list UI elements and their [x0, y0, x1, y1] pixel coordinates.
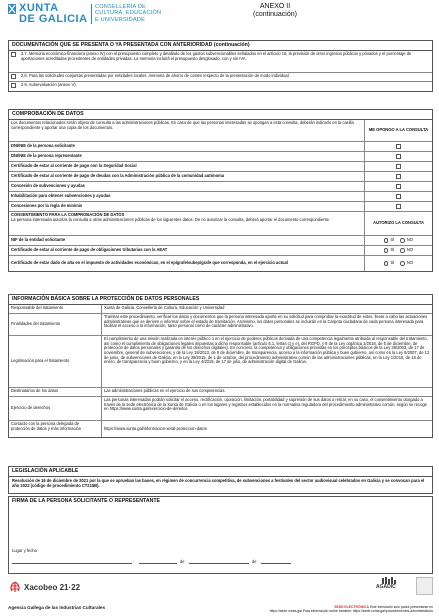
check-row-label: DNI/NIE de la persona representante — [11, 153, 82, 159]
check-row-label: DNI/NIE de la persona solicitante — [11, 143, 75, 149]
agadic-logo — [370, 577, 410, 593]
doc-item-label: 2.8. Para las solicitudes conjuntas presentadas por entidades locales, memoria de ahorro de costes respecto de la presentación de modo individual. — [21, 72, 290, 78]
check-row-label: Certificado de estar al corriente de pago con la Seguridad Social — [11, 163, 137, 169]
oppose-checkbox[interactable] — [396, 154, 401, 159]
oppose-checkbox[interactable] — [396, 204, 401, 209]
protection-row-key: Responsable del tratamiento — [9, 305, 102, 313]
oppose-column-header: ME OPONGO A LA CONSULTA — [364, 120, 432, 141]
no-radio[interactable] — [400, 248, 405, 253]
check-row — [9, 142, 432, 152]
documentation-section — [8, 40, 433, 92]
no-radio[interactable] — [400, 261, 405, 266]
oppose-checkbox[interactable] — [396, 184, 401, 189]
no-radio[interactable] — [400, 238, 405, 243]
data-check-title: COMPROBACIÓN DE DATOS — [9, 110, 432, 120]
consent-row-label: NIF de la entidad solicitante — [11, 237, 66, 243]
doc-item-2-9 — [9, 82, 432, 91]
consent-row — [9, 246, 432, 256]
doc-2-9-checkbox[interactable] — [11, 83, 16, 88]
protection-row-key: Contacto con la persona delegada de protección de datos y más información — [9, 421, 102, 437]
consent-row-label: Certificado de estar dado de alta en el impuesto de actividades económicas, en el epígrafe/subepígrafe que corresponda, en el ejercicio actual — [11, 260, 288, 266]
protection-row-value: Tramitar este procedimiento, verificar los datos y documentos que la persona interesada aporte en su solicitud para comprobar la exactitud de estos, llevar a cabo las actuaciones administrativas que se deriven e informar sobre el estado de tramitación. Asimismo, los datos personales se incluirán en la Carpeta ciudadana de cada persona interesada para facilitar el acceso a la información, tanto personal como de carácter administrativo. — [104, 313, 428, 329]
no-label: NO — [406, 237, 413, 243]
check-row-label: Concesiones por la regla de minimis — [11, 203, 83, 209]
page-header — [8, 3, 433, 33]
place-date-label: Lugar y fecha — [12, 548, 37, 553]
page-footer — [8, 577, 433, 613]
signature-title: FIRMA DE LA PERSONA SOLICITANTE O REPRESENTANTE — [12, 497, 160, 504]
agency-name: Agencia Gallega de las Industrias Culturales — [8, 605, 106, 610]
de-label-2: de — [252, 559, 257, 564]
seal-icon — [416, 577, 433, 595]
protection-row-key: Legitimación para el tratamiento — [9, 336, 102, 387]
agadic-mark-icon — [382, 577, 396, 584]
protection-row-value: Las personas interesadas podrán solicitar el acceso, rectificación, oposición, limitación, portabilidad y supresión de sus datos o retirar, en su caso, el consentimiento otorgado a través de la sede electrónica de la Xunta de Galicia o en los lugares y registros establecidos en la normativa reguladora del procedimiento administrativo común, según se recoge en https://www.xunta.gal/exercicio-de-dereitos — [104, 396, 427, 412]
protection-row — [9, 305, 432, 314]
protection-row-key: Finalidades del tratamiento — [9, 314, 102, 335]
oppose-checkbox[interactable] — [396, 144, 401, 149]
year-field[interactable] — [261, 556, 291, 564]
annex-number: ANEXO II — [259, 3, 291, 10]
logo-galicia-text: DE GALICIA — [19, 13, 88, 25]
oppose-checkbox[interactable] — [396, 164, 401, 169]
consent-intro: La persona interesada autoriza la consulta a otras administraciones públicas de los siguientes datos. De no autorizar la consulta, deberá aportar el documento correspondiente. — [11, 216, 331, 222]
dept-line-2: CULTURA, EDUCACIÓN — [95, 10, 162, 17]
check-row-label: Inhabilitación para obtener subvenciones y ayudas — [11, 193, 111, 199]
no-label: NO — [406, 247, 413, 253]
check-row-label: Concesión de subvenciones y ayudas — [11, 183, 85, 189]
oppose-checkbox[interactable] — [396, 194, 401, 199]
doc-item-2-8 — [9, 73, 432, 82]
consent-row — [9, 256, 432, 271]
doc-2-7-checkbox[interactable] — [11, 52, 16, 57]
doc-item-label: 2.9. Autoevaluación (anexo V). — [21, 81, 77, 87]
sede-text: Este formulario solo podrá presentarse en — [369, 605, 433, 609]
check-row — [9, 162, 432, 172]
protection-row-key: Destinatarios de los datos — [9, 388, 102, 396]
protection-link[interactable]: https://www.xunta.gal/informacion-xeral-proteccion-datos — [104, 425, 207, 431]
department-name — [95, 4, 161, 23]
logo-xunta-text: XUNTA — [19, 2, 59, 14]
yes-label: SÍ — [390, 260, 395, 266]
logo-divider — [91, 4, 92, 24]
doc-item-label: 2.7. Memoria económico-financiera (anexo IV) con el presupuesto completo y detallado de los gastos subvencionables señalados en el artículo 19, la previsión de otros ingresos públicos y privados y el porcentaje de aportaciones acreditadas procedentes de entidades privadas. La memoria incluirá el presupuesto desglosado, con y sin IVA. — [21, 50, 412, 61]
data-check-intro: Los documentos relacionados serán objeto de consulta a las administraciones públicas. En caso de que las personas interesadas se opongan a esta consulta, deberán indicarlo en la casilla correspondiente y aportar una copia de los documentos. — [11, 119, 354, 130]
dept-line-3: E UNIVERSIDADE — [95, 16, 146, 23]
sede-url[interactable]: https://sede.xunta.gal Para información sobre trámites: https://sede.xunta.gal/procedementos-administrativos — [269, 609, 433, 613]
agadic-label: AGADIC — [376, 584, 396, 590]
protection-row — [9, 388, 432, 397]
consent-header-row — [9, 212, 432, 236]
legislation-text: Resolución de 16 de diciembre de 2021 por la que se aprueban las bases, en régimen de concurrencia competitiva, de subvenciones a festivales del sector audiovisual celebrados en Galicia y se convocan para el año 2022 (código de procedimiento CT215B). — [12, 477, 425, 488]
day-field[interactable] — [139, 556, 177, 564]
yes-radio[interactable] — [384, 238, 389, 243]
protection-row-value: Xunta de Galicia. Consellería de Cultura, Educación y Universidad — [104, 304, 225, 310]
legislation-title: LEGISLACIÓN APLICABLE — [9, 467, 432, 477]
authorize-column-header: AUTORIZO LA CONSULTA — [364, 212, 432, 235]
protection-row — [9, 314, 432, 336]
check-row — [9, 152, 432, 162]
yes-radio[interactable] — [384, 261, 389, 266]
check-row — [9, 192, 432, 202]
data-check-section — [8, 109, 433, 272]
yes-radio[interactable] — [384, 248, 389, 253]
xacobeo-logo-icon — [8, 581, 22, 593]
sede-info — [231, 605, 433, 613]
protection-row — [9, 421, 432, 437]
documentation-title: DOCUMENTACIÓN QUE SE PRESENTA O YA PRESENTADA CON ANTERIORIDAD (continuación) — [9, 41, 432, 51]
signature-section: FIRMA DE LA PERSONA SOLICITANTE O REPRESENTANTE Lugar y fecha , de de — [8, 496, 433, 574]
legislation-section — [8, 466, 433, 494]
month-field[interactable] — [189, 556, 249, 564]
check-row — [9, 182, 432, 192]
consent-row-label: Certificado de estar al corriente de pago de obligaciones tributarias con la AEAT — [11, 247, 168, 253]
xacobeo-label: Xacobeo 21·22 — [24, 583, 81, 592]
check-row — [9, 172, 432, 182]
sede-label: SEDE ELECTRÓNICA — [334, 605, 369, 609]
consent-row — [9, 236, 432, 246]
annex-subtitle: (continuación) — [253, 11, 297, 18]
check-row-label: Certificado de estar al corriente de pago de deudas con la Administración pública de la comunidad autónoma — [11, 173, 224, 179]
place-field[interactable] — [12, 556, 132, 564]
data-protection-section — [8, 294, 433, 438]
consent-title: CONSENTIMIENTO PARA LA COMPROBACIÓN DE DATOS — [11, 211, 125, 217]
protection-row — [9, 397, 432, 421]
check-row — [9, 202, 432, 212]
dept-line-1: CONSELLERÍA DE — [95, 4, 146, 10]
xunta-logo-icon — [8, 4, 16, 14]
data-protection-title: INFORMACIÓN BÁSICA SOBRE LA PROTECCIÓN DE DATOS PERSONALES — [9, 295, 432, 305]
doc-item-2-7 — [9, 51, 432, 73]
protection-row-key: Ejercicio de derechos — [9, 397, 102, 420]
doc-2-8-checkbox[interactable] — [11, 74, 16, 79]
data-check-header-row — [9, 120, 432, 142]
yes-label: SÍ — [390, 247, 395, 253]
protection-row-value: Las administraciones públicas en el ejercicio de sus competencias. — [104, 387, 226, 393]
protection-row — [9, 336, 432, 388]
oppose-checkbox[interactable] — [396, 174, 401, 179]
protection-row-value: El cumplimiento de una misión realizada en interés público o en el ejercicio de poderes públicos derivada de una competencia legalmente atribuida al responsable del tratamiento, así como el cumplimiento de obligaciones legales impuestas a dicho responsable (artículo 6.1, letras c) y e), del RGPD, y 8 de la Ley orgánica 3/2018, de 5 de diciembre, de protección de datos personales y garantía de los derechos digitales). En concreto, la competencia y obligaciones previstas en los preceptos básicos de la Ley 38/2003, de 17 de noviembre, general de subvenciones, y de la Ley 19/2013, de 9 de diciembre, de transparencia, acceso a la información pública y buen gobierno, así como en la Ley 9/2007, de 13 de junio, de subvenciones de Galicia, en la Ley 39/2015, de 1 de octubre, del procedimiento administrativo común de las administraciones públicas, en la Ley 1/2016, de 18 de enero, de transparencia y buen gobierno, y en la Ley 4/2019, de 17 de julio, de administración digital de Galicia. — [104, 335, 430, 365]
yes-label: SÍ — [390, 237, 395, 243]
de-label-1: de — [180, 559, 185, 564]
annex-title — [245, 3, 305, 19]
no-label: NO — [406, 260, 413, 266]
